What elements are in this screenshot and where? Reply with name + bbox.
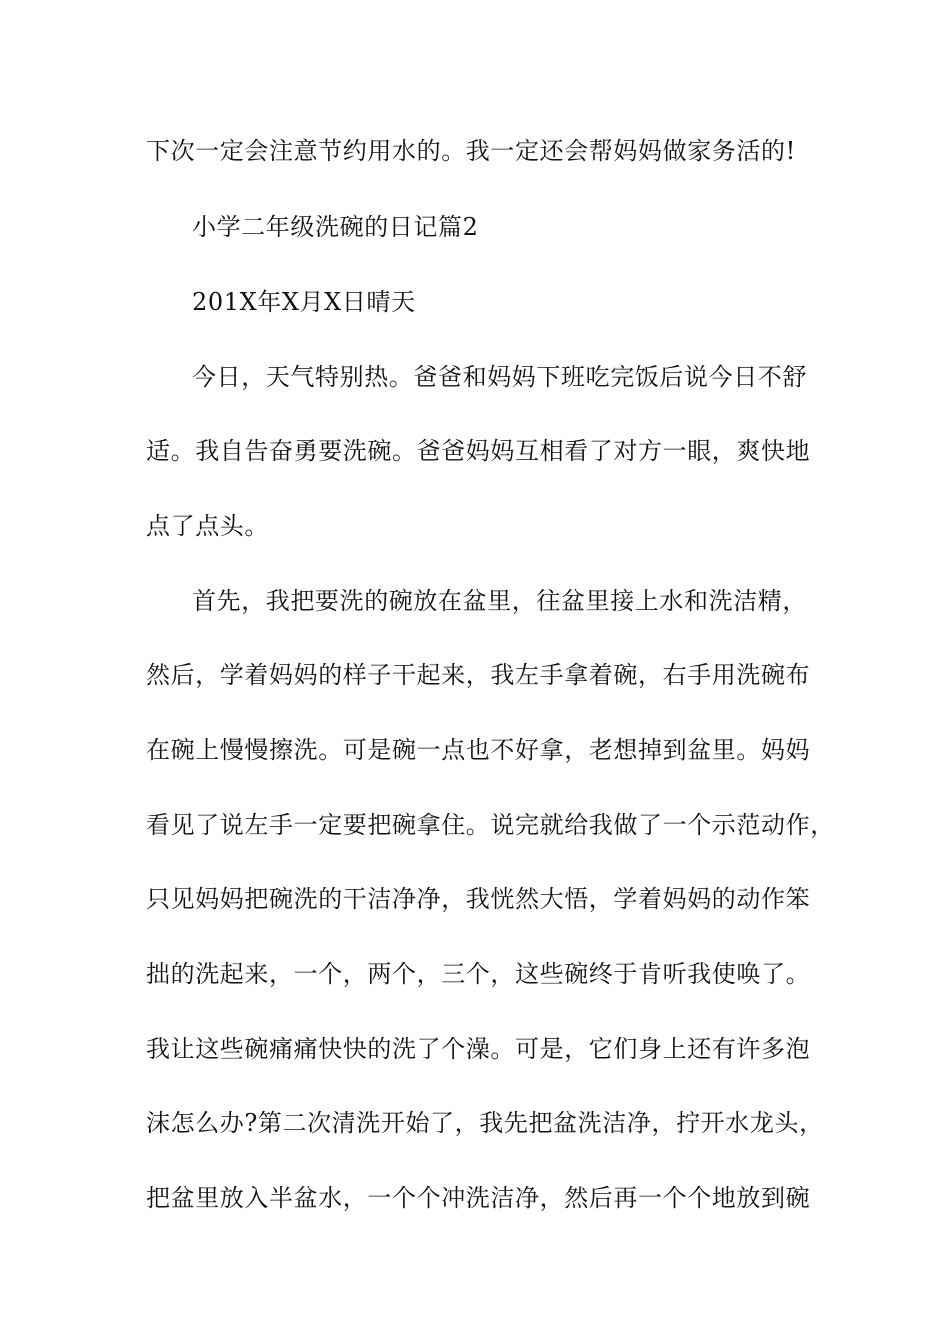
text-line: 下次一定会注意节约用水的。我一定还会帮妈妈做家务活的! [146, 137, 796, 165]
text-line: 把盆里放入半盆水，一个个冲洗洁净，然后再一个个地放到碗 [146, 1184, 811, 1212]
text-line: 首先，我把要洗的碗放在盆里，往盆里接上水和洗洁精， [192, 587, 807, 615]
text-line: 适。我自告奋勇要洗碗。爸爸妈妈互相看了对方一眼，爽快地 [146, 437, 811, 465]
text-line: 沫怎么办?第二次清洗开始了，我先把盆洗洁净，拧开水龙头， [146, 1109, 824, 1137]
text-line: 点了点头。 [146, 512, 269, 540]
section-heading: 小学二年级洗碗的日记篇2 [192, 213, 479, 241]
text-line: 拙的洗起来，一个，两个，三个，这些碗终于肯听我使唤了。 [146, 960, 811, 988]
text-line: 我让这些碗痛痛快快的洗了个澡。可是，它们身上还有许多泡 [146, 1035, 811, 1063]
text-line: 看见了说左手一定要把碗拿住。说完就给我做了一个示范动作， [146, 811, 835, 839]
text-line: 今日，天气特别热。爸爸和妈妈下班吃完饭后说今日不舒 [192, 363, 807, 391]
diary-date: 201X年X月X日晴天 [192, 288, 416, 316]
text-line: 然后，学着妈妈的样子干起来，我左手拿着碗，右手用洗碗布 [146, 661, 811, 689]
text-line: 在碗上慢慢擦洗。可是碗一点也不好拿，老想掉到盆里。妈妈 [146, 736, 811, 764]
text-line: 只见妈妈把碗洗的干洁净净，我恍然大悟，学着妈妈的动作笨 [146, 885, 811, 913]
